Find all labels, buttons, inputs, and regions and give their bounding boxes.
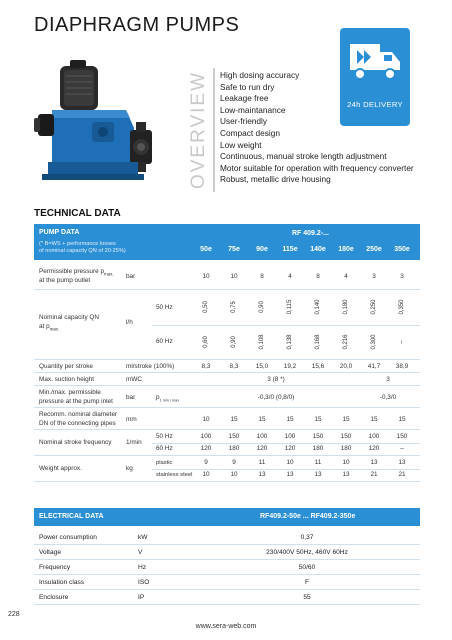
row-label: Voltage [39,549,61,556]
row-label: at the pump outlet [39,277,91,284]
table-cell: 0,216 [343,334,349,350]
feature-item: Robust, metallic drive housing [220,174,331,185]
table-cell: 15 [258,416,266,423]
table-cell: – [400,445,404,452]
column-header: 50e [200,246,212,253]
table-row [34,575,420,590]
row-unit: kW [138,534,148,541]
row-unit: bar [126,273,136,280]
table-row [34,560,420,575]
table-cell: 3 [400,273,404,280]
row-label: Max. suction height [39,376,95,383]
table-cell: 15 [398,416,406,423]
table-row [34,430,420,456]
row-label: Weight approx. [39,465,82,472]
feature-item: High dosing accuracy [220,70,300,80]
table-cell: 38,9 [395,363,409,370]
table-cell: 11 [258,459,266,466]
table-cell: 19,2 [283,363,297,370]
table-cell: – [399,340,405,344]
table-cell: 50/60 [298,564,316,571]
table-cell: 8 [260,273,264,280]
row-label-sub: max. [49,326,60,332]
table-cell: 120 [256,445,268,452]
electrical-model: RF409.2-50e ... RF409.2-350e [260,513,356,520]
table-cell: 0,300 [371,334,377,350]
table-cell: 10 [230,273,238,280]
pump-data-header [34,224,420,260]
table-cell: 0,37 [300,534,314,541]
electrical-data-label: ELECTRICAL DATA [39,513,104,520]
row-unit: V [138,549,143,556]
row-label-sub: max. [104,271,114,277]
symbol-sub: 1 min / max [159,398,180,403]
row-unit: l/h [126,319,133,326]
symbol: p [156,394,160,401]
table-cell: 100 [368,433,380,440]
row-label: Enclosure [39,594,69,601]
pump-data-footnote-1: (* B=WS + performance losses [39,241,116,247]
table-row [34,264,420,290]
frequency-label: 50 Hz [156,304,173,311]
pump-data-footnote-2: of nominal capacity QN of 20-25%) [39,248,126,254]
row-unit: ml/stroke (100%) [126,363,175,370]
sub-row-divider [152,469,420,470]
row-label: Min./max. permissible [39,389,101,396]
table-cell: 9 [232,459,236,466]
row-unit: ISO [138,579,150,586]
table-cell: 3 (8 *) [267,376,285,383]
table-cell: 10 [230,471,238,478]
frequency-label: 60 Hz [156,338,173,345]
delivery-text: 24h DELIVERY [347,100,403,109]
table-row [34,530,420,545]
table-cell: 13 [314,471,322,478]
row-label: pressure at the pump inlet [39,398,113,405]
table-cell: 0,50 [203,301,209,313]
table-cell: 10 [202,471,210,478]
table-cell: 8,3 [229,363,239,370]
table-cell: 180 [340,445,352,452]
row-unit: kg [126,465,133,472]
table-cell: 4 [344,273,348,280]
column-header: 350e [394,246,410,253]
overview-heading: OVERVIEW [188,70,209,190]
table-cell: 21 [398,471,406,478]
feature-item: User-friendly [220,116,268,127]
row-label: Power consumption [39,534,97,541]
row-unit: bar [126,394,136,401]
table-cell: 0,350 [399,299,405,315]
material-label: plastic [156,460,173,466]
table-cell: 41,7 [367,363,381,370]
feature-item: Compact design [220,127,280,138]
table-cell: 10 [342,459,350,466]
table-row [34,456,420,482]
column-header: 90e [256,246,268,253]
row-label: Frequency [39,564,71,571]
table-cell: 8,3 [201,363,211,370]
column-header: 140e [310,246,326,253]
table-cell: 11 [314,459,322,466]
diaphragm-pump-image [30,58,170,198]
overview-divider [213,68,215,192]
table-row [34,373,420,386]
table-cell: 0,138 [287,334,293,350]
row-unit: Hz [138,564,147,571]
feature-item: Motor suitable for operation with frequency converter [220,162,414,173]
table-cell: 15,0 [255,363,269,370]
table-cell: 10 [286,459,294,466]
table-cell: 0,180 [343,299,349,315]
table-cell: 0,75 [231,301,237,313]
table-cell: 150 [228,433,240,440]
table-cell: 0,140 [315,299,321,315]
delivery-badge [340,28,410,126]
table-cell: 15 [370,416,378,423]
table-cell: 120 [368,445,380,452]
table-cell: F [304,579,310,586]
table-cell: -0,3/0 (0,8/0) [257,394,295,401]
table-cell: 0,115 [287,299,293,315]
table-cell: 8 [316,273,320,280]
table-cell: 0,108 [259,334,265,350]
table-cell: 3 [372,273,376,280]
row-label: at p [39,323,50,330]
footer-link[interactable]: www.sera-web.com [195,623,257,630]
column-header: 115e [282,246,298,253]
frequency-label: 60 Hz [156,445,173,452]
table-row [34,545,420,560]
table-cell: 3 [386,376,390,383]
table-row [34,590,420,605]
table-row [34,360,420,373]
sub-row-divider [152,325,420,326]
technical-data-title: TECHNICAL DATA [34,208,121,219]
row-label: Nominal stroke frequency [39,439,112,446]
row-label: Nominal capacity QN [39,314,100,321]
table-cell: 100 [256,433,268,440]
sub-row-divider [152,443,420,444]
feature-item: Leakage free [220,93,269,104]
table-cell: 150 [340,433,352,440]
table-cell: 13 [342,471,350,478]
feature-item: Continuous, manual stroke length adjustment [220,151,387,162]
table-cell: 180 [312,445,324,452]
table-cell: 4 [288,273,292,280]
row-label: Recomm. nominal diameter [39,411,118,418]
column-header: 180e [338,246,354,253]
table-row [34,386,420,408]
table-cell: 0,60 [203,336,209,348]
table-cell: 120 [200,445,212,452]
table-cell: 21 [370,471,378,478]
delivery-truck-icon [348,38,402,88]
table-cell: 180 [228,445,240,452]
table-cell: 13 [258,471,266,478]
row-unit: mm [126,416,137,423]
table-row [34,408,420,430]
frequency-label: 50 Hz [156,433,173,440]
row-label: DN of the connecting pipes [39,420,116,427]
table-cell: 15,6 [311,363,325,370]
table-cell: 15 [286,416,294,423]
material-label: stainless steel [156,472,193,478]
row-label: Insulation class [39,579,85,586]
table-row [34,290,420,360]
table-cell: 10 [202,416,210,423]
table-cell: 13 [286,471,294,478]
page-title: DIAPHRAGM PUMPS [34,14,240,36]
table-cell: 0,168 [315,334,321,350]
feature-item: Low weight [220,139,262,150]
table-cell: 20,0 [339,363,353,370]
column-header: 75e [228,246,240,253]
table-cell: 100 [200,433,212,440]
table-cell: 100 [284,433,296,440]
row-unit: 1/min [126,439,142,446]
pump-data-label: PUMP DATA [39,229,80,236]
table-cell: 15 [314,416,322,423]
table-cell: 150 [312,433,324,440]
column-header: 250e [366,246,382,253]
table-cell: -0,3/0 [379,394,397,401]
table-cell: 230/400V 50Hz, 460V 60Hz [266,549,348,556]
table-cell: 55 [303,594,311,601]
table-cell: 13 [398,459,406,466]
row-unit: IP [138,594,145,601]
feature-item: Safe to run dry [220,81,275,92]
row-unit: mWC [126,376,142,383]
table-cell: 10 [202,273,210,280]
table-cell: 15 [342,416,350,423]
table-cell: 0,90 [259,301,265,313]
table-cell: 150 [396,433,408,440]
table-cell: 120 [284,445,296,452]
table-cell: 13 [370,459,378,466]
electrical-data-header [34,508,420,526]
feature-item: Low-maintanance [220,104,286,115]
table-cell: 15 [230,416,238,423]
table-cell: 0,250 [371,299,377,315]
row-label: Permissible pressure p [39,268,104,275]
row-label: Quantity per stroke [39,363,93,370]
pump-model: RF 409.2-... [292,230,329,237]
table-cell: 0,90 [231,336,237,348]
page-number: 228 [8,611,20,618]
table-cell: 9 [204,459,208,466]
